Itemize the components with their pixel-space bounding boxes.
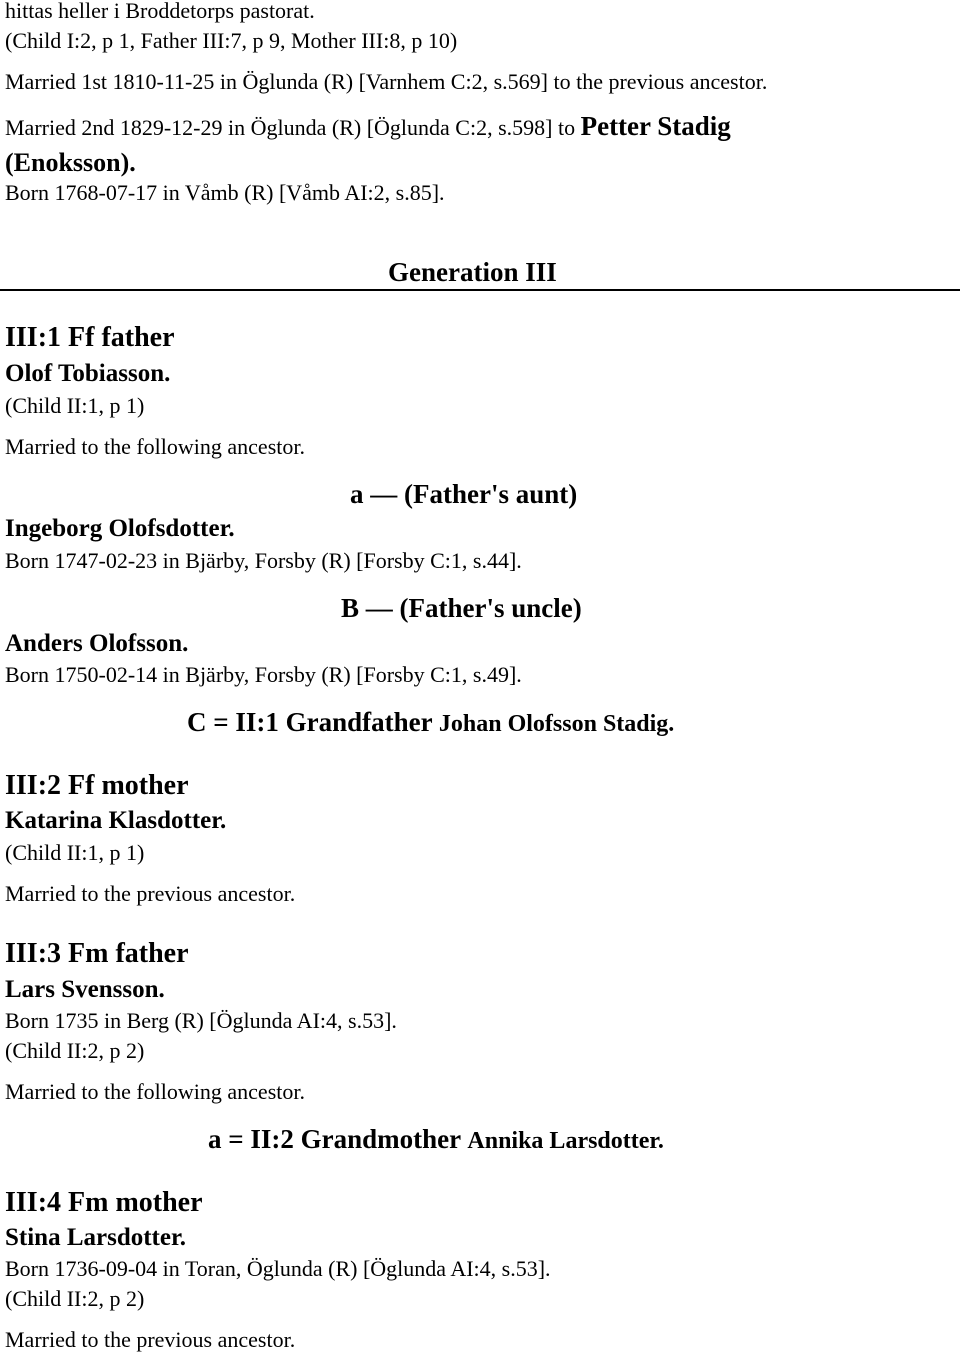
relative-c-grandfather [187, 706, 674, 740]
intro-married-second [5, 113, 731, 141]
relative-c-name: Johan Olofsson Stadig. [438, 711, 675, 737]
entry-iii3-name: Lars Svensson. [5, 976, 165, 1003]
spouse-born: Born 1768-07-17 in Våmb (R) [Våmb AI:2, s.85]. [5, 180, 445, 205]
spouse-name: Petter Stadig [580, 111, 731, 141]
relative-a-aunt-born: Born 1747-02-23 in Bjärby, Forsby (R) [Forsby C:1, s.44]. [5, 548, 522, 573]
married-second-text: Married 2nd 1829-12-29 in Öglunda (R) [Öglunda C:2, s.598] to [5, 115, 576, 140]
entry-iii4-born: Born 1736-09-04 in Toran, Öglunda (R) [Öglunda AI:4, s.53]. [5, 1256, 551, 1281]
entry-iii3-child-ref: (Child II:2, p 2) [5, 1038, 145, 1063]
entry-iii4-name: Stina Larsdotter. [5, 1224, 187, 1251]
entry-iii3-born: Born 1735 in Berg (R) [Öglunda AI:4, s.53]. [5, 1008, 397, 1033]
entry-iii4-married: Married to the previous ancestor. [5, 1327, 296, 1352]
relative-a-aunt-label: a — (Father's aunt) [350, 479, 578, 509]
entry-iii2-heading: III:2 Ff mother [5, 770, 189, 801]
intro-line-1: hittas heller i Broddetorps pastorat. [5, 0, 315, 23]
intro-child-ref: (Child I:2, p 1, Father III:7, p 9, Mother III:8, p 10) [5, 28, 458, 53]
relative-a-grandmother [208, 1123, 664, 1157]
entry-iii3-married: Married to the following ancestor. [5, 1079, 305, 1104]
relative-b-uncle-name: Anders Olofsson. [5, 630, 189, 657]
entry-iii4-heading: III:4 Fm mother [5, 1187, 203, 1218]
entry-iii2-child-ref: (Child II:1, p 1) [5, 840, 145, 865]
generation-title: Generation III [388, 257, 557, 287]
entry-iii1-heading: III:1 Ff father [5, 322, 175, 353]
relative-a-grandmother-name: Annika Larsdotter. [467, 1128, 664, 1154]
entry-iii2-name: Katarina Klasdotter. [5, 807, 227, 834]
entry-iii1-child-ref: (Child II:1, p 1) [5, 393, 145, 418]
relative-a-aunt-name: Ingeborg Olofsdotter. [5, 515, 235, 542]
entry-iii3-heading: III:3 Fm father [5, 938, 189, 969]
intro-married-first: Married 1st 1810-11-25 in Öglunda (R) [Varnhem C:2, s.569] to the previous ancestor. [5, 69, 768, 94]
entry-iii1-name: Olof Tobiasson. [5, 360, 171, 387]
entry-iii1-married: Married to the following ancestor. [5, 434, 305, 459]
relative-b-uncle-label: B — (Father's uncle) [341, 593, 582, 623]
spouse-name-cont: (Enoksson). [5, 148, 136, 177]
relative-b-uncle-born: Born 1750-02-14 in Bjärby, Forsby (R) [Forsby C:1, s.49]. [5, 662, 522, 687]
entry-iii4-child-ref: (Child II:2, p 2) [5, 1286, 145, 1311]
generation-divider [0, 289, 960, 291]
entry-iii2-married: Married to the previous ancestor. [5, 881, 296, 906]
relative-a-grandmother-label: a = II:2 Grandmother [208, 1124, 461, 1154]
relative-c-label: C = II:1 Grandfather [187, 707, 433, 737]
